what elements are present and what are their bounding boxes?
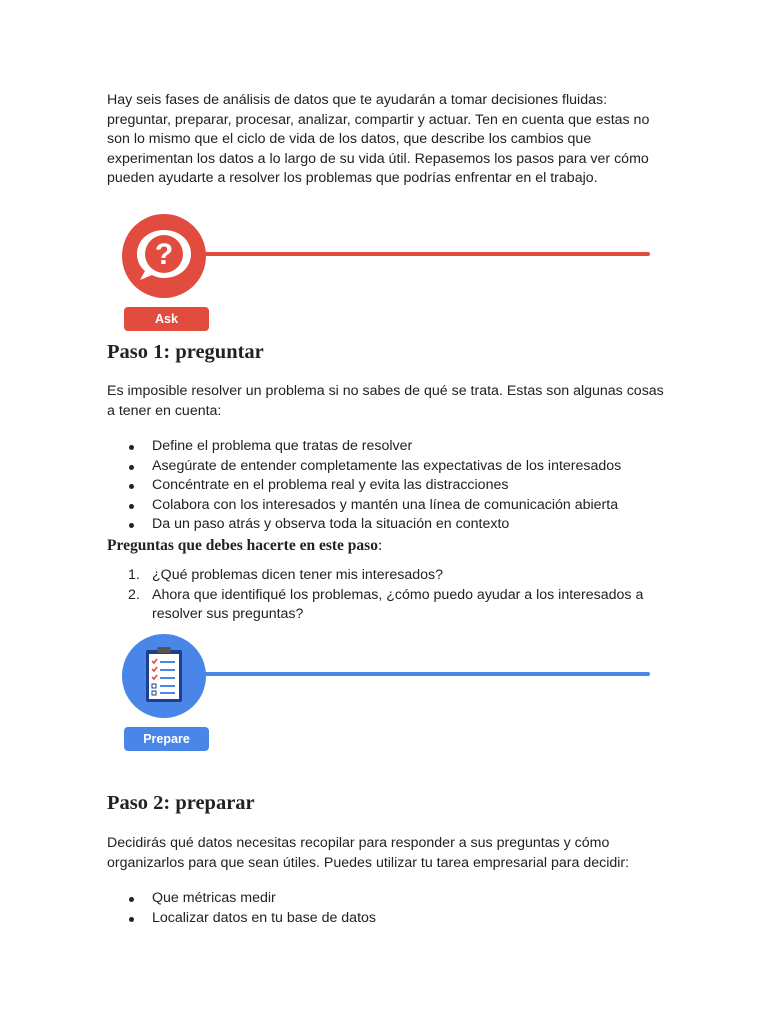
clipboard-checklist-icon (122, 634, 206, 718)
phase-prepare-graphic (120, 632, 660, 754)
list-item: Asegúrate de entender completamente las expectativas de los interesados (107, 457, 621, 477)
questions-subheading-text: Preguntas que debes hacerte en este paso (107, 537, 378, 554)
list-item: Que métricas medir (107, 889, 376, 909)
list-item-text: Ahora que identifiqué los problemas, ¿cómo puedo ayudar a los interesados a resolver sus preguntas? (152, 586, 644, 623)
phase-ask-graphic (120, 212, 660, 334)
step2-bullet-list (107, 889, 376, 928)
step2-heading: Paso 2: preparar (107, 792, 255, 814)
list-item-text: ¿Qué problemas dicen tener mis interesados? (152, 567, 443, 583)
step1-paragraph: Es imposible resolver un problema si no sabes de qué se trata. Estas son algunas cosas a tener en cuenta: (107, 383, 664, 419)
list-item: Define el problema que tratas de resolver (107, 437, 621, 457)
question-bubble-icon (122, 214, 206, 298)
questions-subheading (107, 537, 382, 555)
list-item: Localizar datos en tu base de datos (107, 909, 376, 929)
list-item: Da un paso atrás y observa toda la situación en contexto (107, 515, 621, 535)
list-item: Colabora con los interesados y mantén una línea de comunicación abierta (107, 496, 621, 516)
prepare-timeline-line (200, 672, 650, 676)
ask-timeline-line (200, 252, 650, 256)
list-number: 1. (128, 567, 140, 583)
list-number: 2. (128, 586, 140, 603)
list-item (107, 566, 667, 586)
step1-bullet-list (107, 437, 621, 535)
questions-subheading-colon: : (377, 537, 383, 554)
step1-heading: Paso 1: preguntar (107, 341, 264, 363)
intro-paragraph: Hay seis fases de análisis de datos que te ayudarán a tomar decisiones fluidas: preguntar, preparar, procesar, analizar, compartir y actuar. Ten en cuenta que estas no son lo mismo que el ciclo de vida de los datos, que describe los cambios que experimentan los datos a lo largo de su vida útil. Repasemos los pasos para ver cómo pueden ayudarte a resolver los problemas que podrías enfrentar en el trabajo. (107, 92, 650, 187)
svg-text:?: ? (154, 238, 174, 271)
list-item: Concéntrate en el problema real y evita las distracciones (107, 476, 621, 496)
step1-question-list (107, 566, 667, 625)
ask-label-pill: Ask (124, 307, 209, 331)
step2-paragraph: Decidirás qué datos necesitas recopilar para responder a sus preguntas y cómo organizarlos para que sean útiles. Puedes utilizar tu tarea empresarial para decidir: (107, 835, 630, 871)
list-item (107, 586, 667, 625)
prepare-label-pill: Prepare (124, 727, 209, 751)
